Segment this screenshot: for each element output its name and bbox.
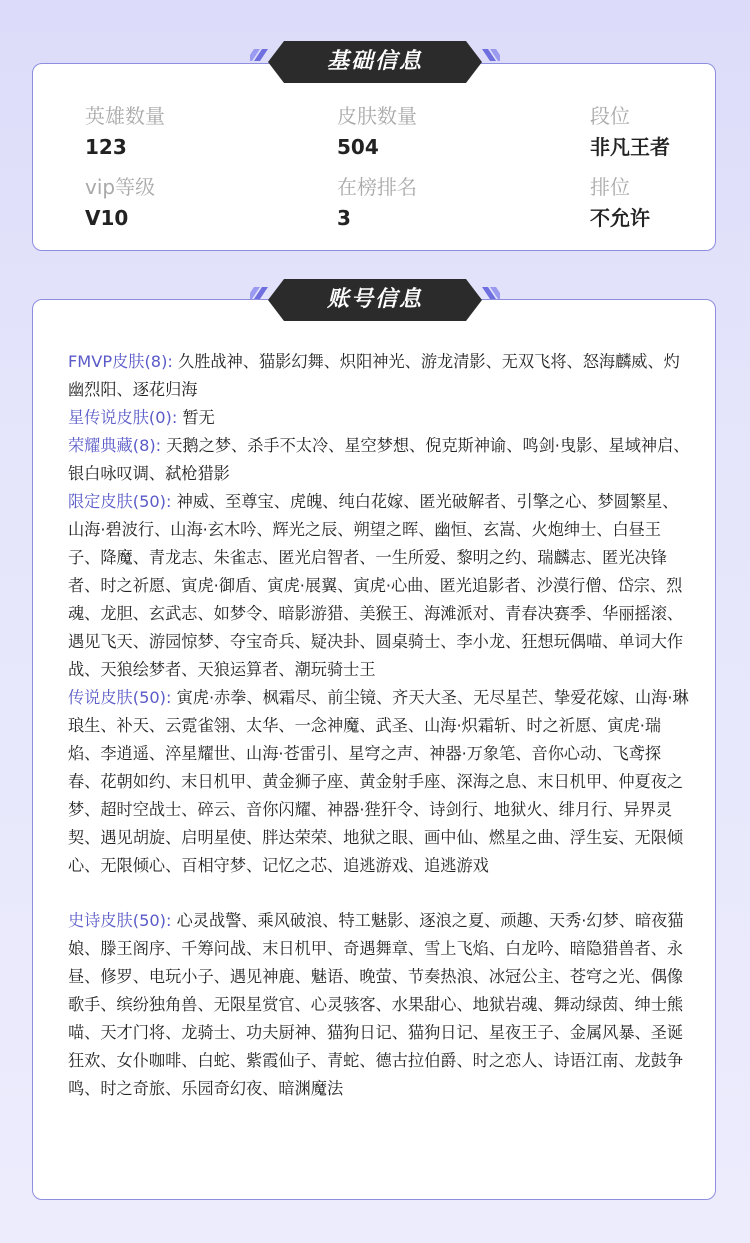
category-items: 寅虎·赤拳、枫霜尽、前尘镜、齐天大圣、无尽星芒、挚爱花嫁、山海·琳琅生、补天、云霓雀翎、太华、一念神魔、武圣、山海·炽霜斩、时之祈愿、寅虎·瑞焰、李逍遥、淬星耀世、山海·苍雷引、星穹之声、神器·万象笔、音你心动、飞鸢探春、花朝如约、末日机甲、黄金狮子座、黄金射手座、深海之息、末日机甲、仲夏夜之梦、超时空战士、碎云、音你闪耀、神器·狴犴令、诗剑行、地狱火、绯月行、异界灵契、遇见胡旋、启明星使、胖达荣荣、地狱之眼、画中仙、燃星之曲、浮生妄、无限倾心、无限倾心、百相守梦、记忆之芯、追逃游戏、追逃游戏 <box>68 688 689 875</box>
list-item <box>68 684 692 880</box>
category-items: 神威、至尊宝、虎魄、纯白花嫁、匿光破解者、引擎之心、梦圆繁星、山海·碧波行、山海·玄木吟、辉光之辰、朔望之晖、幽恒、玄嵩、火炮绅士、白昼王子、降魔、青龙志、朱雀志、匿光启智者、一生所爱、黎明之约、瑞麟志、匿光决锋者、时之祈愿、寅虎·御盾、寅虎·展翼、寅虎·心曲、匿光追影者、沙漠行僧、岱宗、烈魂、龙胆、玄武志、如梦令、暗影游猎、美猴王、海滩派对、青春决赛季、华丽摇滚、遇见飞天、游园惊梦、夺宝奇兵、疑决卦、圆桌骑士、李小龙、狂想玩偶喵、单词大作战、天狼绘梦者、天狼运算者、潮玩骑士王 <box>68 492 684 679</box>
list-item <box>68 348 692 404</box>
vip-level-label: vip等级 <box>85 175 156 199</box>
ranked-allowed-cell <box>590 173 750 232</box>
category-label: 荣耀典藏(8): <box>68 436 162 455</box>
category-label: 星传说皮肤(0): <box>68 408 178 427</box>
category-label: 限定皮肤(50): <box>68 492 172 511</box>
section-spacer <box>68 880 692 907</box>
basic-info-title: 基础信息 <box>326 49 423 74</box>
vip-level-cell <box>85 173 325 232</box>
list-item <box>68 488 692 684</box>
leaderboard-rank-value: 3 <box>337 206 351 230</box>
vip-level-value: V10 <box>85 206 129 230</box>
account-info-card <box>32 299 716 1200</box>
category-label: FMVP皮肤(8): <box>68 352 173 371</box>
rank-tier-cell <box>590 102 750 161</box>
rank-tier-value: 非凡王者 <box>590 135 670 159</box>
category-items: 心灵战警、乘风破浪、特工魅影、逐浪之夏、顽趣、天秀·幻梦、暗夜猫娘、滕王阁序、千筹问战、末日机甲、奇遇舞章、雪上飞焰、白龙吟、暗隐猎兽者、永昼、修罗、电玩小子、遇见神鹿、魅语、晚萤、节奏热浪、冰冠公主、苍穹之光、偶像歌手、缤纷独角兽、无限星赏官、心灵骇客、水果甜心、地狱岩魂、舞动绿茵、绅士熊喵、天才门将、龙骑士、功夫厨神、猫狗日记、猫狗日记、星夜王子、金属风暴、圣诞狂欢、女仆咖啡、白蛇、紫霞仙子、青蛇、德古拉伯爵、时之恋人、诗语江南、龙鼓争鸣、时之奇旅、乐园奇幻夜、暗渊魔法 <box>68 911 684 1098</box>
category-items: 久胜战神、猫影幻舞、炽阳神光、游龙清影、无双飞将、怒海麟威、灼幽烈阳、逐花归海 <box>68 352 680 399</box>
category-label: 史诗皮肤(50): <box>68 911 172 930</box>
account-info-title: 账号信息 <box>326 287 423 312</box>
skin-count-value: 504 <box>337 135 379 159</box>
hero-count-value: 123 <box>85 135 127 159</box>
leaderboard-rank-cell <box>337 173 577 232</box>
list-item <box>68 907 692 1103</box>
list-item <box>68 404 692 432</box>
ranked-allowed-label: 排位 <box>590 175 630 199</box>
hero-count-label: 英雄数量 <box>85 104 165 128</box>
list-item <box>68 432 692 488</box>
category-items: 天鹅之梦、杀手不太冷、星空梦想、倪克斯神谕、鸣剑·曳影、星域神启、银白咏叹调、弑枪猎影 <box>68 436 690 483</box>
account-info-banner <box>250 277 500 323</box>
rank-tier-label: 段位 <box>590 104 630 128</box>
skin-count-label: 皮肤数量 <box>337 104 417 128</box>
skin-count-cell <box>337 102 577 161</box>
category-label: 传说皮肤(50): <box>68 688 172 707</box>
basic-info-banner <box>250 39 500 85</box>
hero-count-cell <box>85 102 325 161</box>
ranked-allowed-value: 不允许 <box>590 206 650 230</box>
basic-info-card <box>32 63 716 251</box>
category-items: 暂无 <box>182 408 215 427</box>
leaderboard-rank-label: 在榜排名 <box>337 175 417 199</box>
skin-list <box>68 348 692 1103</box>
